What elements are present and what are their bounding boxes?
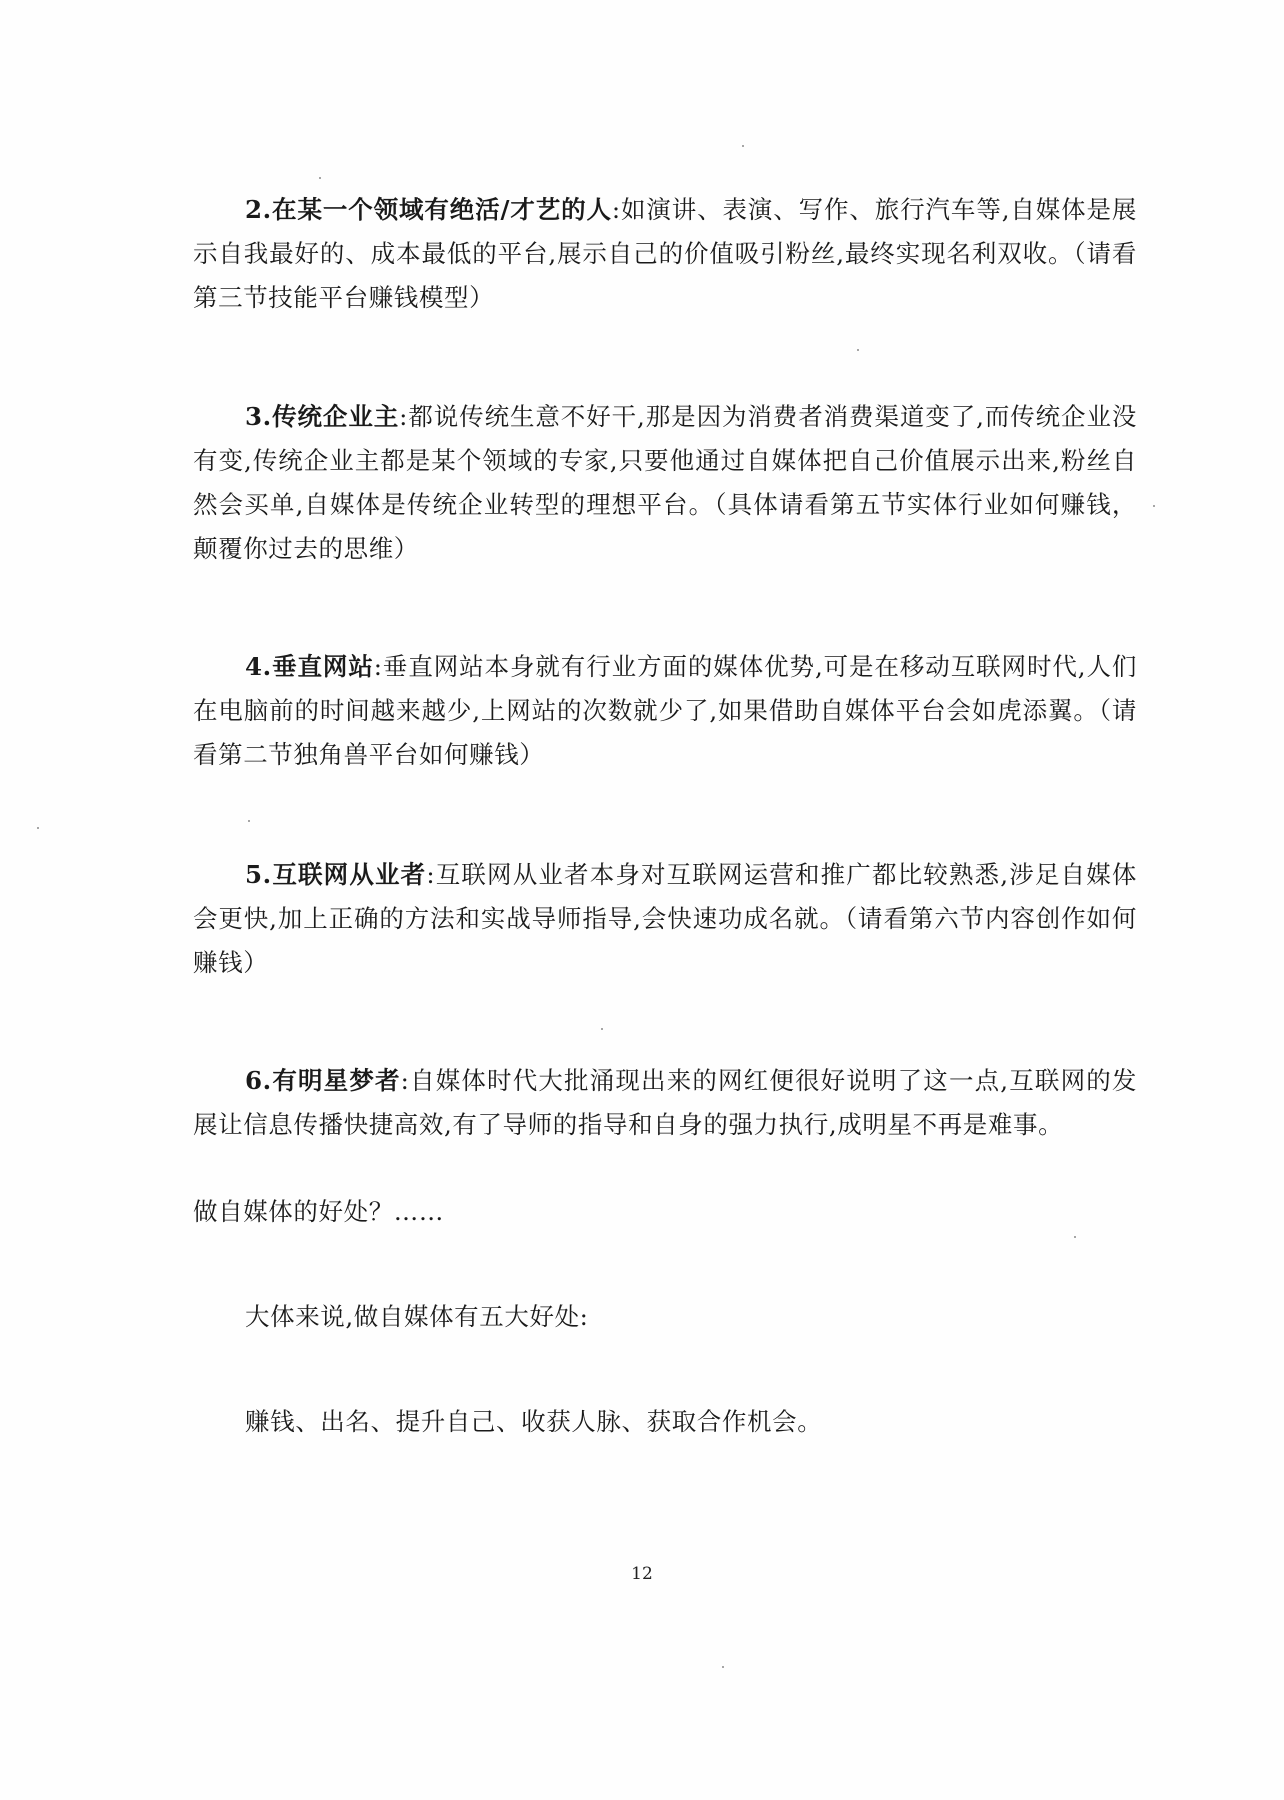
scan-speck	[742, 145, 744, 147]
paragraph-body: :互联网从业者本身对互联网运营和推广都比较熟悉,涉足自媒体会更快,加上正确的方法和实战导师指导,会快速功成名就。（请看第六节内容创作如何赚钱）	[193, 860, 1137, 977]
paragraph-lead: 6.有明星梦者	[245, 1066, 401, 1095]
benefits-list: 赚钱、出名、提升自己、收获人脉、获取合作机会。	[245, 1407, 823, 1436]
scan-speck	[37, 827, 39, 829]
scan-speck	[857, 349, 859, 351]
paragraph-internet-practitioner	[193, 853, 1137, 985]
paragraph-body: :如演讲、表演、写作、旅行汽车等,自媒体是展示自我最好的、成本最低的平台,展示自己的价值吸引粉丝,最终实现名利双收。（请看第三节技能平台赚钱模型）	[193, 195, 1137, 312]
paragraph-body: :都说传统生意不好干,那是因为消费者消费渠道变了,而传统企业没有变,传统企业主都是某个领域的专家,只要他通过自媒体把自己价值展示出来,粉丝自然会买单,自媒体是传统企业转型的理想平台。（具体请看第五节实体行业如何赚钱，颠覆你过去的思维）	[193, 402, 1137, 563]
paragraph-body: :自媒体时代大批涌现出来的网红便很好说明了这一点,互联网的发展让信息传播快捷高效,有了导师的指导和自身的强力执行,成明星不再是难事。	[193, 1066, 1137, 1139]
benefits-heading: 做自媒体的好处？……	[193, 1197, 444, 1226]
benefits-intro: 大体来说,做自媒体有五大好处:	[245, 1302, 589, 1331]
paragraph-lead: 4.垂直网站	[245, 652, 374, 681]
paragraph-lead: 3.传统企业主	[245, 402, 400, 431]
paragraph-vertical-website	[193, 645, 1137, 777]
scan-speck	[1074, 1236, 1076, 1238]
scan-speck	[722, 1666, 724, 1668]
scan-speck	[601, 1028, 603, 1030]
page-number: 12	[631, 1564, 653, 1584]
paragraph-traditional-business	[193, 395, 1137, 571]
paragraph-lead: 5.互联网从业者	[245, 860, 427, 889]
scan-speck	[1153, 505, 1155, 507]
paragraph-talent	[193, 188, 1137, 320]
paragraph-lead: 2.在某一个领域有绝活/才艺的人	[245, 195, 612, 224]
scan-speck	[248, 820, 250, 822]
paragraph-star-dreamer	[193, 1059, 1137, 1147]
paragraph-body: :垂直网站本身就有行业方面的媒体优势,可是在移动互联网时代,人们在电脑前的时间越来越少,上网站的次数就少了,如果借助自媒体平台会如虎添翼。（请看第二节独角兽平台如何赚钱）	[193, 652, 1137, 769]
scan-speck	[319, 177, 321, 179]
